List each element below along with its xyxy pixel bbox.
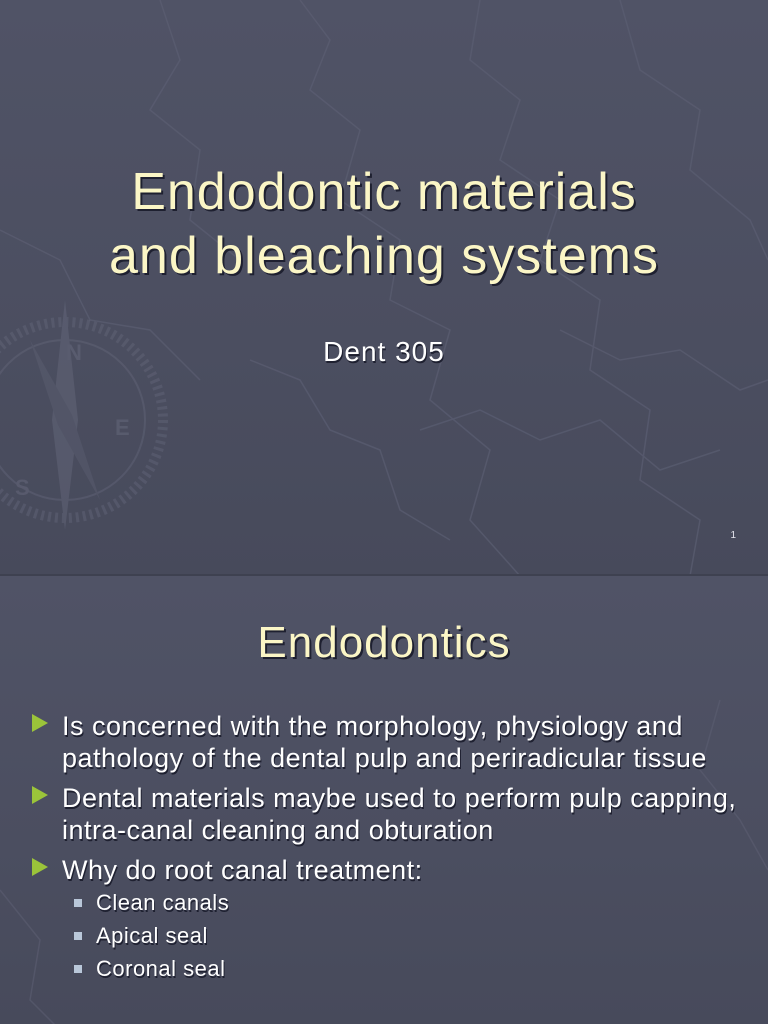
compass-rose-icon — [0, 300, 163, 530]
sub-list-item — [64, 953, 742, 985]
square-bullet-icon — [74, 965, 82, 973]
sub-list-item — [64, 920, 742, 952]
page-number: 1 — [730, 530, 736, 541]
sub-bullet-text: Coronal seal — [96, 956, 226, 981]
slide-title: Endodontics — [257, 618, 511, 667]
slide-title-line-1: Endodontic materials — [131, 163, 637, 221]
sub-bullet-list — [62, 887, 742, 985]
content-slide — [0, 576, 768, 1024]
list-item — [32, 782, 742, 846]
square-bullet-icon — [74, 932, 82, 940]
svg-text:N: N — [66, 340, 82, 365]
slide-title-line-2: and bleaching systems — [109, 227, 659, 285]
sub-bullet-text: Apical seal — [96, 923, 208, 948]
green-triangle-arrow-icon — [32, 786, 48, 804]
bullet-text: Why do root canal treatment: — [62, 855, 423, 885]
sub-list-item — [64, 887, 742, 919]
bullet-list — [32, 710, 742, 993]
svg-text:E: E — [115, 415, 130, 440]
list-item — [32, 710, 742, 774]
green-triangle-arrow-icon — [32, 858, 48, 876]
square-bullet-icon — [74, 899, 82, 907]
slide-subtitle: Dent 305 — [323, 336, 445, 367]
list-item — [32, 854, 742, 985]
svg-text:S: S — [15, 475, 30, 500]
bullet-text: Dental materials maybe used to perform pulp capping, intra-canal cleaning and obturation — [62, 783, 737, 845]
sub-bullet-text: Clean canals — [96, 890, 230, 915]
slide-title — [0, 160, 768, 288]
bullet-text: Is concerned with the morphology, physiology and pathology of the dental pulp and periradicular tissue — [62, 711, 707, 773]
green-triangle-arrow-icon — [32, 714, 48, 732]
